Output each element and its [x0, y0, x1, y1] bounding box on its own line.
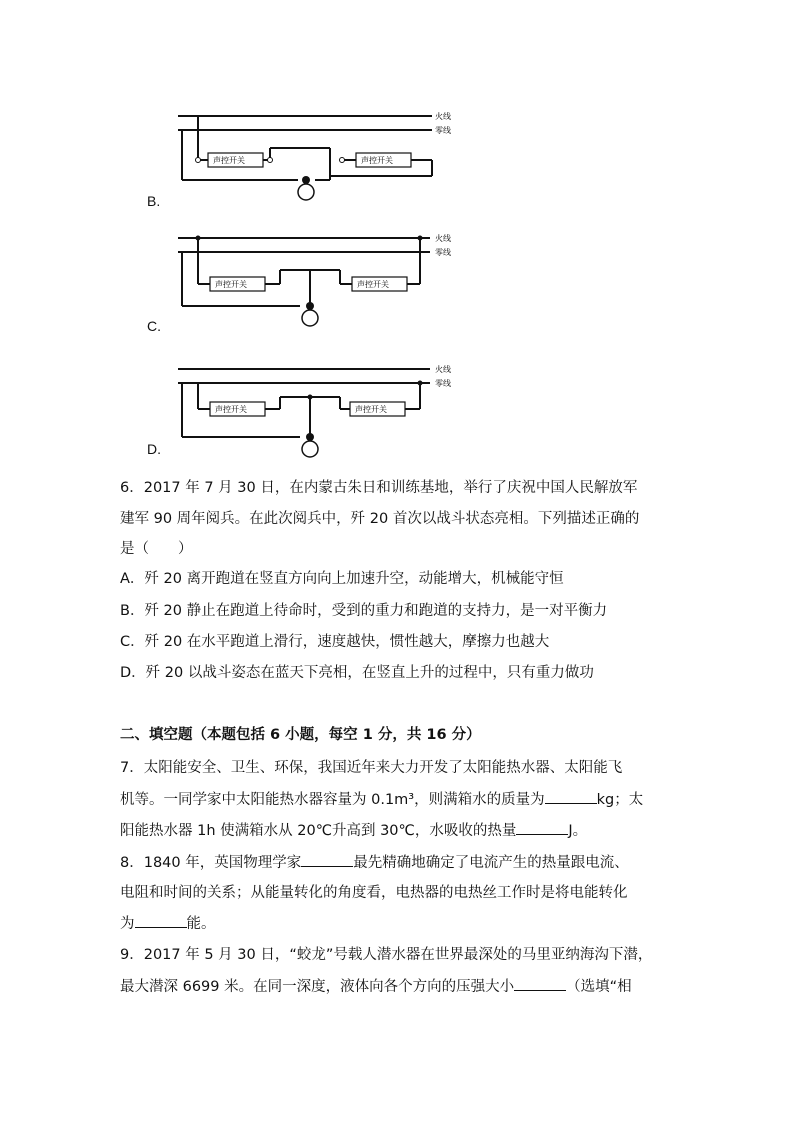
q6-option-b: B．歼 20 静止在跑道上待命时，受到的重力和跑道的支持力，是一对平衡力: [120, 603, 608, 619]
sound-switch-label: 声控开关: [215, 405, 247, 414]
sound-switch-label: 声控开关: [213, 156, 245, 165]
option-c-label: C.: [147, 318, 161, 334]
section-heading: 二、填空题（本题包括 6 小题，每空 1 分，共 16 分）: [120, 727, 481, 743]
q7-line-3: [120, 820, 680, 841]
q8-line-1-text: 8．1840 年，英国物理学家: [120, 855, 302, 871]
answer-blank[interactable]: [301, 852, 353, 867]
q8-line-2: 电阻和时间的关系；从能量转化的角度看，电热器的电热丝工作时是将电能转化: [120, 885, 628, 901]
q6-option-a: A．歼 20 离开跑道在竖直方向向上加速升空，动能增大，机械能守恒: [120, 571, 564, 587]
sound-switch-label: 声控开关: [215, 280, 247, 289]
circuit-d-diagram: [170, 357, 490, 467]
q9-line-2-rest: （选填“相: [566, 979, 632, 995]
option-d-label: D.: [147, 441, 161, 457]
circuit-b-diagram: [170, 100, 470, 210]
q7-line-3-unit: J。: [568, 823, 588, 839]
q7-line-2: [120, 789, 680, 810]
q7-line-2-text: 机等。一同学家中太阳能热水器容量为 0.1m³，则满箱水的质量为: [120, 792, 545, 808]
sound-switch-label: 声控开关: [357, 280, 389, 289]
q6-option-d: D．歼 20 以战斗姿态在蓝天下亮相，在竖直上升的过程中，只有重力做功: [120, 665, 594, 681]
live-wire-label: 火线: [435, 112, 451, 121]
q7-line-1: 7．太阳能安全、卫生、环保，我国近年来大力开发了太阳能热水器、太阳能飞: [120, 760, 623, 776]
sound-switch-label: 声控开关: [355, 405, 387, 414]
option-b-label: B.: [147, 193, 161, 209]
circuit-c-diagram: [170, 226, 490, 336]
live-wire-label: 火线: [435, 365, 451, 374]
answer-blank[interactable]: [516, 820, 568, 835]
sound-switch-label: 声控开关: [361, 156, 393, 165]
neutral-wire-label: 零线: [435, 379, 451, 388]
q6-stem-line-1: 6．2017 年 7 月 30 日，在内蒙古朱日和训练基地，举行了庆祝中国人民解放军: [120, 480, 638, 496]
q6-stem-line-2: 建军 90 周年阅兵。在此次阅兵中，歼 20 首次以战斗状态亮相。下列描述正确的: [120, 511, 640, 527]
answer-blank[interactable]: [135, 913, 187, 928]
answer-blank[interactable]: [514, 976, 566, 991]
q8-line-1: [120, 852, 680, 873]
answer-blank[interactable]: [545, 789, 597, 804]
q8-line-3-text: 为: [120, 916, 135, 932]
neutral-wire-label: 零线: [435, 126, 451, 135]
q9-line-1: 9．2017 年 5 月 30 日，“蛟龙”号载人潜水器在世界最深处的马里亚纳海沟下潜，: [120, 947, 653, 963]
q7-line-3-text: 阳能热水器 1h 使满箱水从 20℃升高到 30℃，水吸收的热量: [120, 823, 517, 839]
q8-line-3: [120, 913, 680, 934]
live-wire-label: 火线: [435, 234, 451, 243]
q7-line-2-unit: kg；太: [596, 792, 644, 808]
q8-line-1-rest: 最先精确地确定了电流产生的热量跟电流、: [353, 855, 629, 871]
q6-stem-line-3: 是（ ）: [120, 541, 193, 557]
q9-line-2-text: 最大潜深 6699 米。在同一深度，液体向各个方向的压强大小: [120, 979, 515, 995]
q8-line-3-rest: 能。: [186, 916, 216, 932]
neutral-wire-label: 零线: [435, 248, 451, 257]
q6-option-c: C．歼 20 在水平跑道上滑行，速度越快，惯性越大，摩擦力也越大: [120, 634, 550, 650]
q9-line-2: [120, 976, 680, 997]
